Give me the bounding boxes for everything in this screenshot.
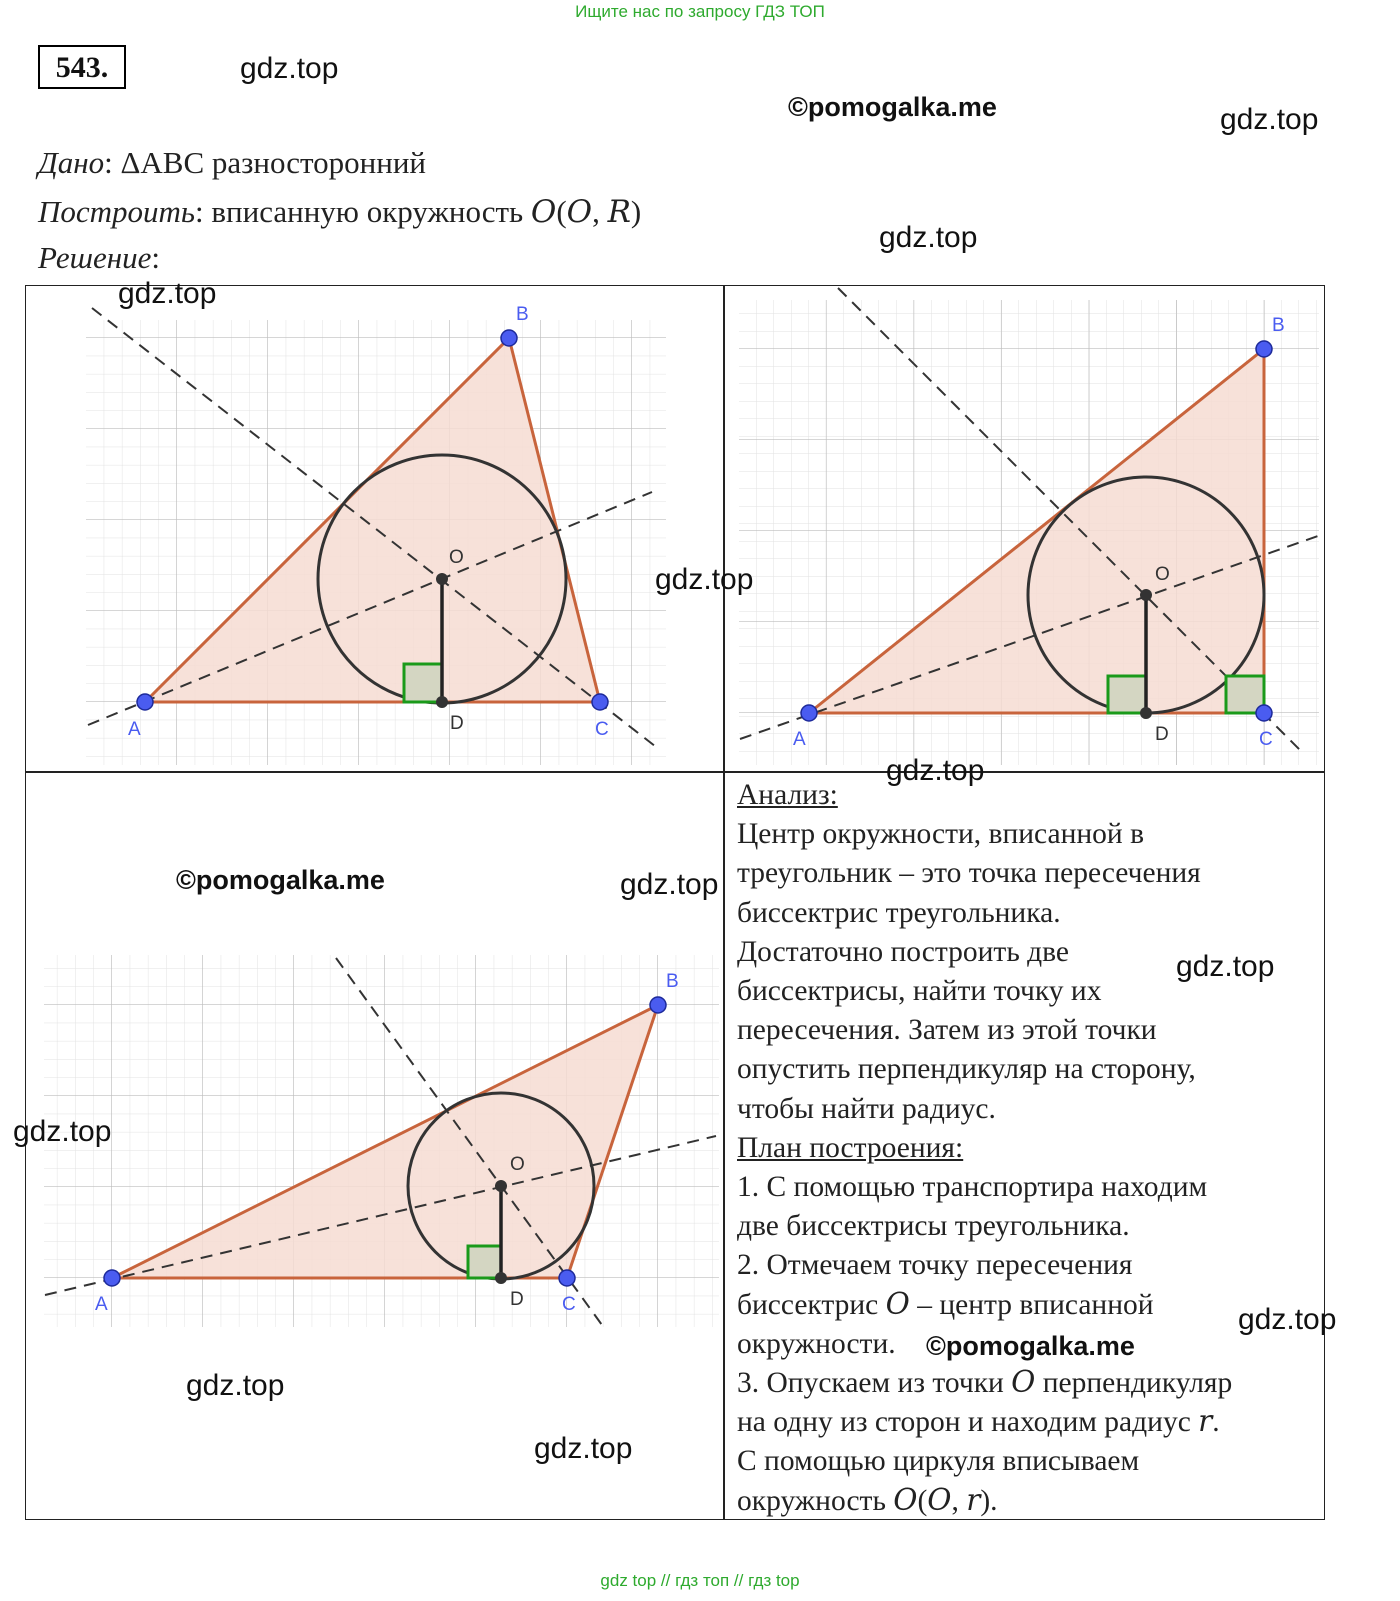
point-d [495, 1272, 507, 1284]
analysis-line: биссектрисы, найти точку их [737, 975, 1102, 1008]
point-o [495, 1180, 507, 1192]
watermark-gdz: gdz.top [1238, 1303, 1337, 1336]
analysis-line: пересечения. Затем из этой точки [737, 1014, 1157, 1047]
plan-line: на одну из сторон и находим радиус 𝑟. [737, 1406, 1220, 1439]
analysis-line: Достаточно построить две [737, 935, 1070, 968]
label-d: D [510, 1289, 524, 1310]
point-c [1256, 705, 1272, 721]
watermark-gdz: gdz.top [620, 868, 719, 901]
point-b [501, 330, 517, 346]
label-d: D [1155, 724, 1169, 745]
watermark-gdz: gdz.top [13, 1115, 112, 1148]
plan-line: 2. Отмечаем точку пересечения [737, 1249, 1133, 1282]
plan-line: 1. С помощью транспортира находим [737, 1171, 1208, 1204]
watermark-pomogalka: ©pomogalka.me [788, 92, 997, 122]
right-angle-mark [1108, 676, 1146, 713]
watermark-gdz: gdz.top [886, 754, 985, 787]
analysis-line: биссектрис треугольника. [737, 896, 1061, 929]
analysis-text [737, 776, 1337, 1521]
plan-line: биссектрис 𝑂 – центр вписанной [737, 1288, 1154, 1321]
plan-line: окружность 𝑂(𝑂, 𝑟). [737, 1484, 998, 1517]
point-d [1140, 707, 1152, 719]
label-d: D [450, 713, 464, 734]
label-a: A [95, 1294, 108, 1315]
problem-number: 543. [38, 45, 126, 89]
label-b: B [516, 304, 529, 325]
plan-heading: План построения: [737, 1131, 964, 1164]
watermark-pomogalka: ©pomogalka.me [926, 1331, 1135, 1361]
point-b [1256, 341, 1272, 357]
analysis-line: чтобы найти радиус. [737, 1092, 996, 1125]
label-c: C [595, 719, 609, 740]
figure-2-right-triangle [725, 287, 1322, 770]
label-a: A [128, 719, 141, 740]
label-c: C [1259, 729, 1273, 750]
label-a: A [793, 729, 806, 750]
construct-line: Построить: вписанную окружность 𝑂(𝑂, 𝑅) [38, 194, 642, 229]
right-angle-mark [404, 664, 442, 702]
point-o [1140, 589, 1152, 601]
plan-line: окружности. [737, 1327, 896, 1360]
analysis-line: треугольник – это точка пересечения [737, 857, 1201, 890]
label-b: B [1272, 315, 1285, 336]
analysis-heading: Анализ: [737, 779, 838, 811]
plan-line: С помощью циркуля вписываем [737, 1445, 1140, 1478]
point-c [592, 694, 608, 710]
figure-1-acute-triangle [27, 287, 722, 770]
watermark-gdz: gdz.top [1220, 103, 1319, 136]
watermark-gdz: gdz.top [655, 563, 754, 596]
watermark-gdz: gdz.top [118, 277, 217, 310]
analysis-line: опустить перпендикуляр на сторону, [737, 1053, 1196, 1086]
footer-links[interactable]: gdz top // гдз топ // гдз top [600, 1571, 800, 1590]
watermark-gdz: gdz.top [534, 1432, 633, 1465]
analysis-line: Центр окружности, вписанной в [737, 818, 1145, 851]
label-c: C [562, 1294, 576, 1315]
watermark-gdz: gdz.top [879, 221, 978, 254]
point-a [104, 1270, 120, 1286]
right-angle-mark [468, 1246, 501, 1278]
point-c [559, 1270, 575, 1286]
watermark-gdz: gdz.top [1176, 950, 1275, 983]
point-a [137, 694, 153, 710]
label-b: B [666, 971, 679, 992]
label-o: O [510, 1154, 525, 1175]
watermark-gdz: gdz.top [186, 1369, 285, 1402]
label-o: O [1155, 564, 1170, 585]
watermark-pomogalka: ©pomogalka.me [176, 865, 385, 895]
solution-line: Решение: [38, 240, 160, 275]
watermark-gdz: gdz.top [240, 52, 339, 85]
label-o: O [449, 547, 464, 568]
point-a [801, 705, 817, 721]
given-line: Дано: ΔABC разносторонний [38, 145, 427, 180]
point-b [650, 997, 666, 1013]
plan-line: 3. Опускаем из точки 𝑂 перпендикуляр [737, 1367, 1233, 1400]
point-d [436, 696, 448, 708]
plan-line: две биссектрисы треугольника. [737, 1210, 1130, 1243]
top-search-hint[interactable]: Ищите нас по запросу ГДЗ ТОП [575, 2, 825, 21]
point-o [436, 573, 448, 585]
